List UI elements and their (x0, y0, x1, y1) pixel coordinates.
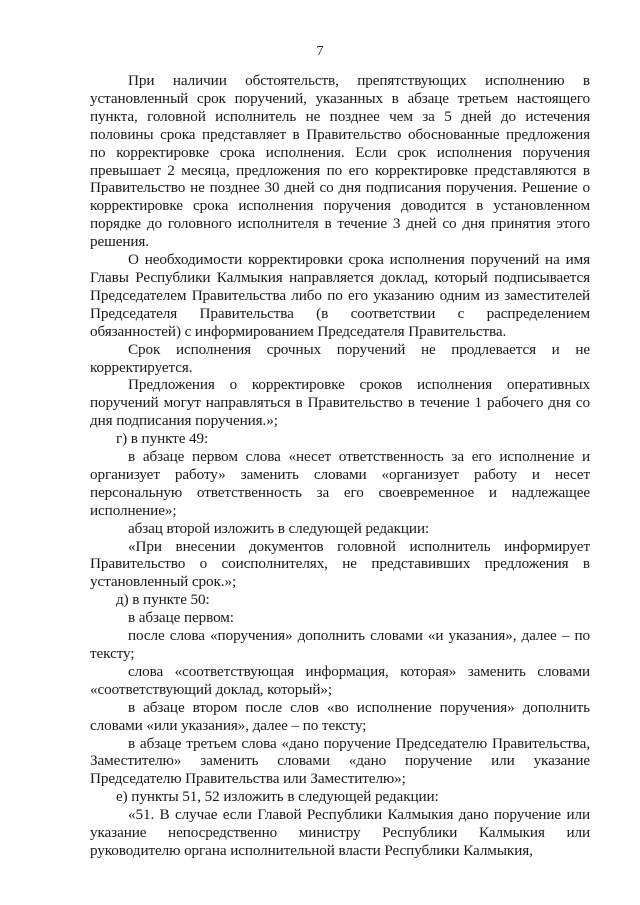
paragraph-point-50-second: в абзаце втором после слов «во исполнение поручения» дополнить словами «или указания», далее – по тексту; (90, 698, 590, 734)
paragraph-point-49-first: в абзаце первом слова «несет ответственность за его исполнение и организует работу» заменить словами «организует работу и несет персональную ответственность за его своевременное и надлежащее исполнение»; (90, 448, 590, 519)
paragraph-urgent-orders: Срок исполнения срочных поручений не продлевается и не корректируется. (90, 340, 590, 376)
paragraph-head-report: О необходимости корректировки срока исполнения поручений на имя Главы Республики Калмыкия направляется доклад, который подписывается Председателем Правительства либо по его указанию одним из заместителей Председателя Правительства (в соответствии с распределением обязанностей) с информированием Председателя Правительства. (90, 251, 590, 340)
page-number: 7 (316, 44, 324, 59)
paragraph-point-50: д) в пункте 50: (116, 591, 210, 609)
paragraph-operational-orders: Предложения о корректировке сроков исполнения оперативных поручений могут направляться в Правительство в течение 1 рабочего дня со дня подписания поручения.»; (90, 376, 590, 430)
paragraph-point-49-second: абзац второй изложить в следующей редакции: (128, 519, 430, 537)
paragraph-point-50-replace: слова «соответствующая информация, которая» заменить словами «соответствующий доклад, который»; (90, 662, 590, 698)
paragraph-point-51-text: «51. В случае если Главой Республики Калмыкия дано поручение или указание непосредственно министру Республики Калмыкия или руководителю органа исполнительной власти Республики Калмыкия, (90, 806, 590, 859)
paragraph-correction-proposals: При наличии обстоятельств, препятствующих исполнению в установленный срок поручений, указанных в абзаце третьем настоящего пункта, головной исполнитель не позднее чем за 5 дней до истечения половины срока представляет в Правительство обоснованные предложения по корректировке срока исполнения. Если срок исполнения поручения превышает 2 месяца, предложения по его корректировке представляются в Правительство не позднее 30 дней со дня подписания поручения. Решение о корректировке срока исполнения поручения доводится в установленном порядке до головного исполнителя в течение 3 дней со дня принятия этого решения. (90, 72, 590, 251)
paragraph-points-51-52: е) пункты 51, 52 изложить в следующей редакции: (116, 788, 439, 806)
document-body (90, 72, 590, 860)
paragraph-point-49: г) в пункте 49: (116, 430, 209, 448)
paragraph-point-50-first: в абзаце первом: (128, 609, 234, 627)
paragraph-point-50-addition: после слова «поручения» дополнить словами «и указания», далее – по тексту; (90, 627, 590, 662)
paragraph-point-50-third: в абзаце третьем слова «дано поручение Председателю Правительства, Заместителю» заменить словами «дано поручение или указание Председателю Правительства или Заместителю»; (90, 734, 590, 788)
paragraph-point-49-quote: «При внесении документов головной исполнитель информирует Правительство о соисполнителях, не представивших предложения в установленный срок.»; (90, 537, 590, 591)
